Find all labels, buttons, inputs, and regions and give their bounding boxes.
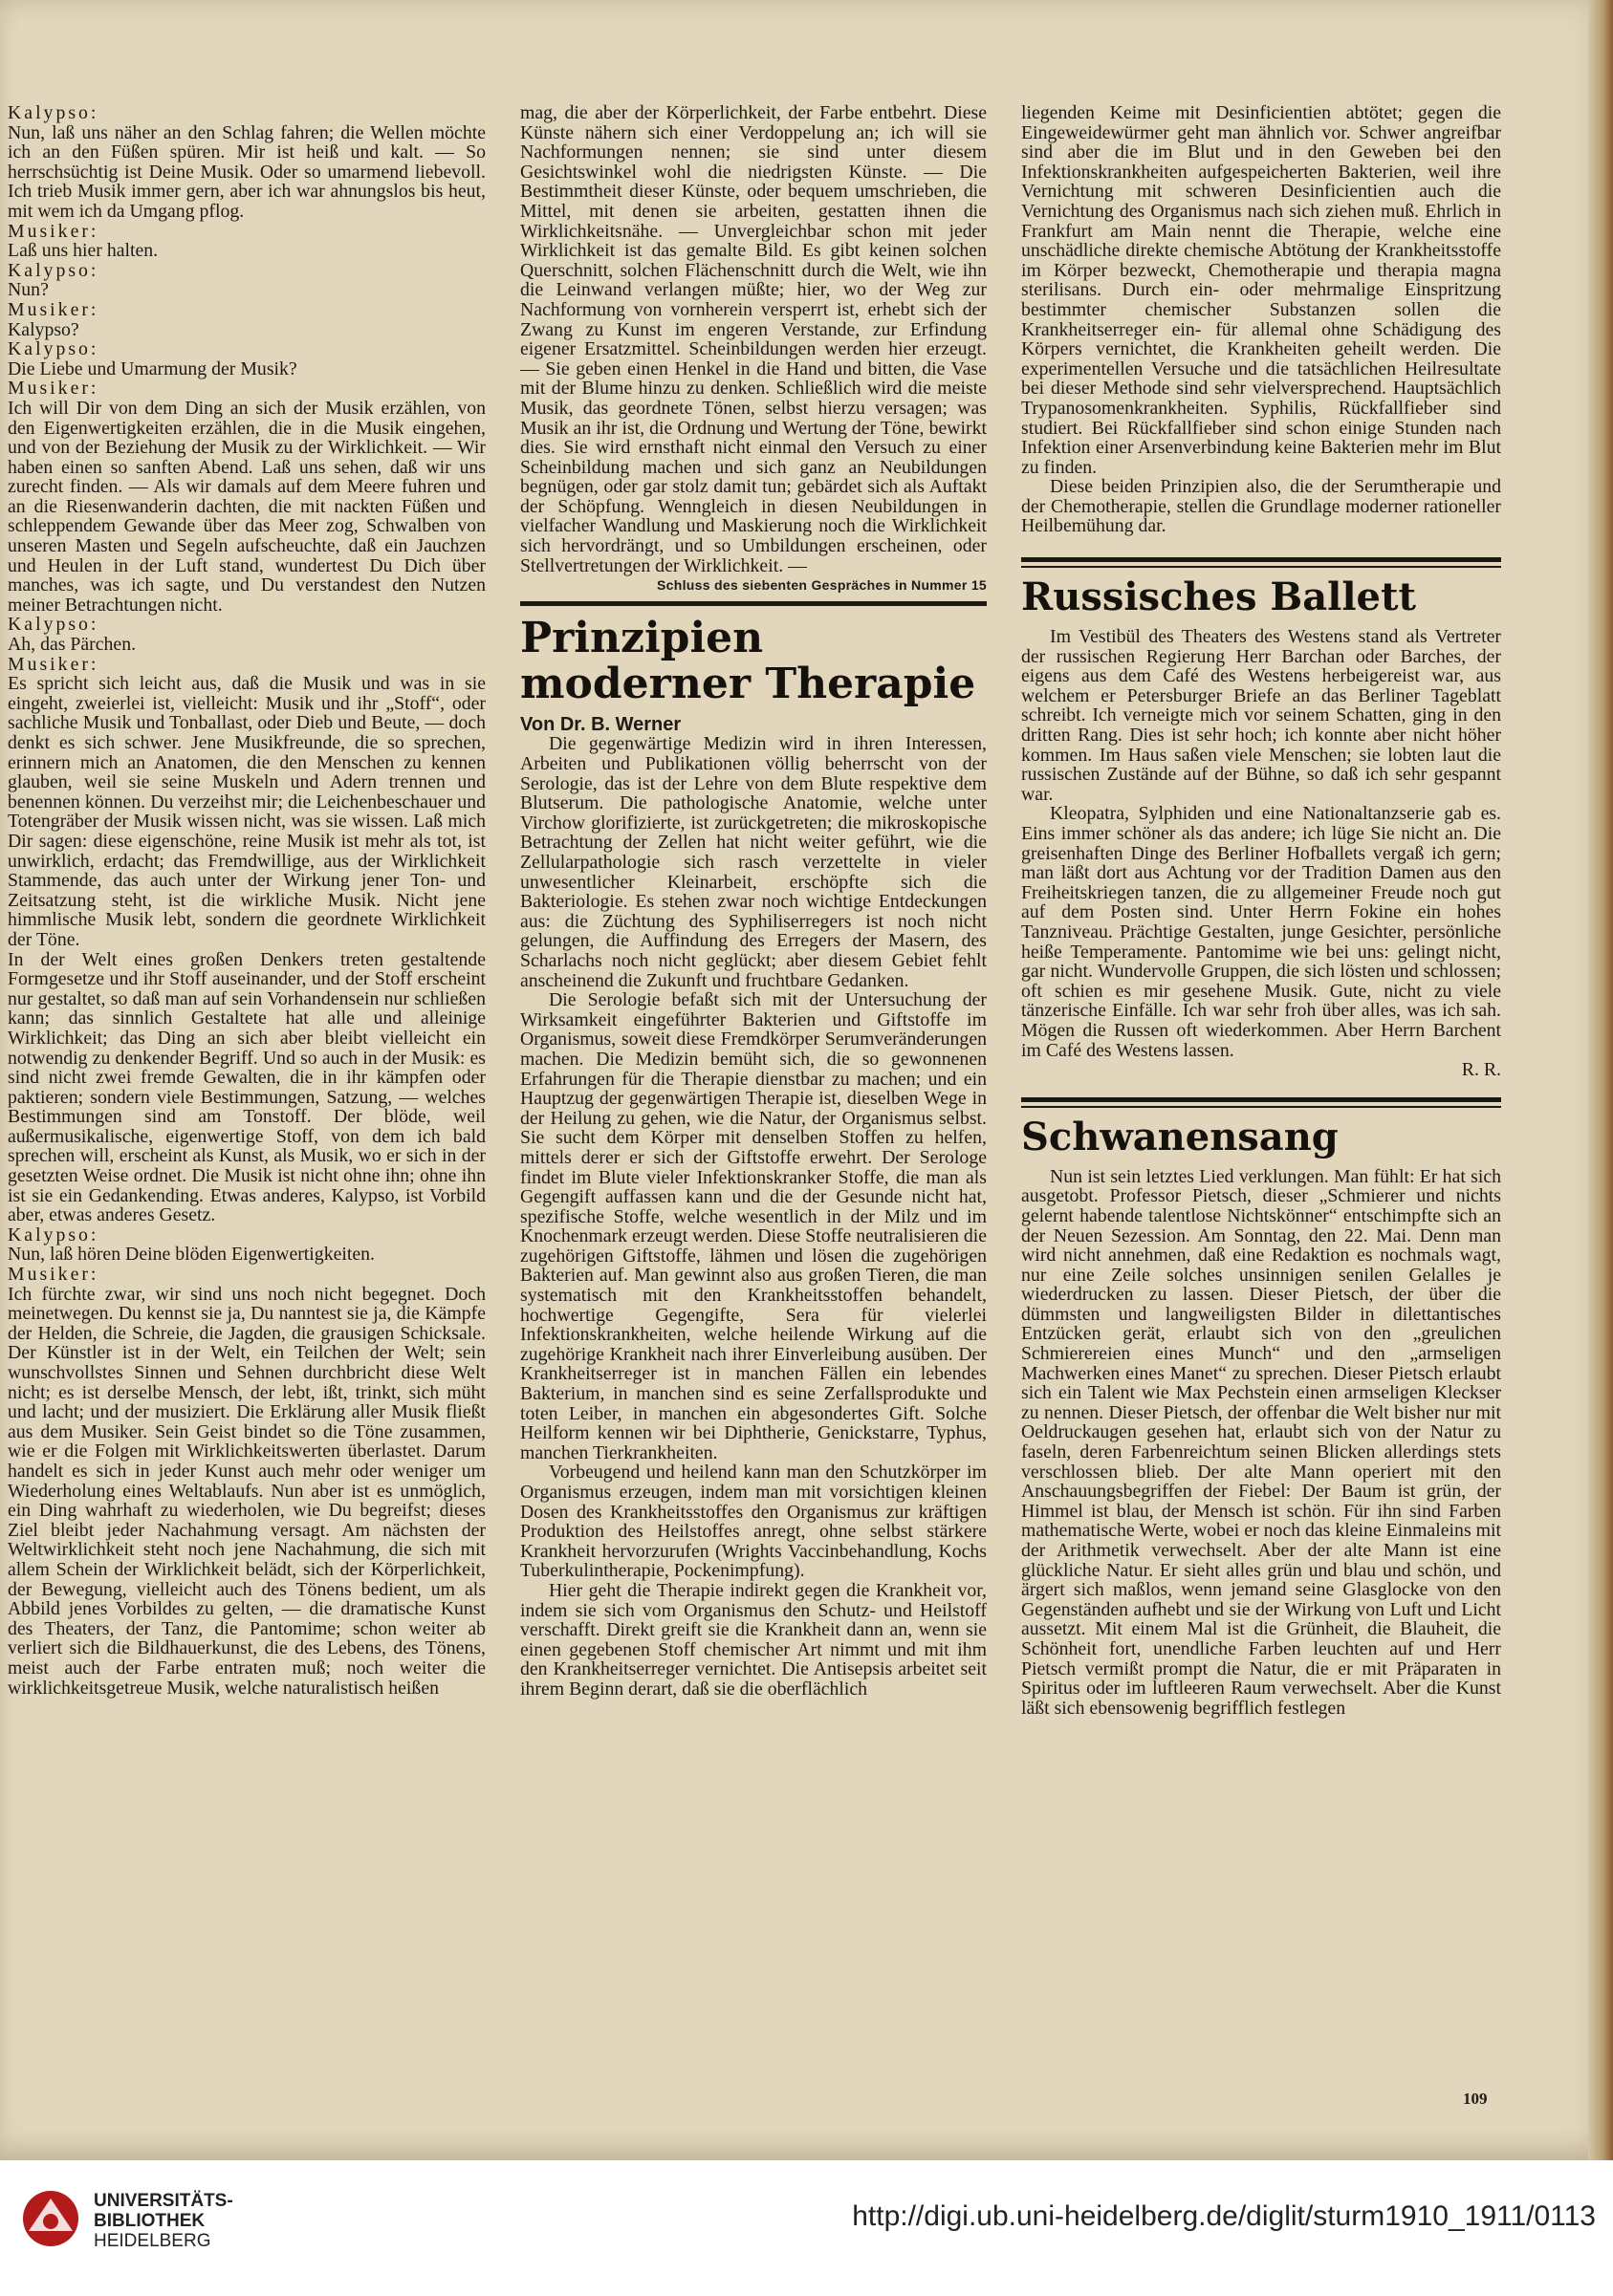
left-column [8, 103, 486, 2149]
speaker-label: Kalypso: [8, 1224, 99, 1245]
dialogue-text: Nun, laß hören Deine blöden Eigenwertigkeiten. [8, 1244, 375, 1266]
dialogue-text: Nun? [8, 279, 49, 301]
speaker-label: Kalypso: [8, 614, 99, 636]
schwanensang-paragraph: Nun ist sein letztes Lied verklungen. Man fühlt: Er hat sich ausgetobt. Professor Pietsch, dieser „Schmierer und nichts gelernt habende talentlose Nichtskönner“ entschimpfte sich an der Neuen Sezession. Am Sonntag, den 22. Mai. Denn man wird nicht annehmen, daß eine Redaktion es nochmals wagt, nur eine Zeile solches unsinnigen senilen Gelalles je wiederdrucken zu lassen. Dieser Pietsch, der über die dümmsten und langweiligsten Bilder in dilettantisches Entzücken gerät, erlaubt sich von den „greulichen Schmierereien eines Munch“ und den „armseligen Machwerken eines Manet“ zu sprechen. Dieser Pietsch erlaubt sich ein Talent wie Max Pechstein einen armseligen Kleckser zu nennen. Dieser Pietsch, der offenbar die Welt bisher nur mit Oeldruckaugen gesehen hat, erlaubt sich von der Natur zu faseln, deren Farbenreichtum seinen Blicken allerdings stets verschlossen blieb. Der alte Mann operiert mit den Anschauungsbegriffen der Fiebel: Der Baum ist grün, der Himmel ist blau, der Mensch ist schön. Für ihn sind Farben mathematische Werte, wobei er noch das kleine Einmaleins mit der Arithmetik verwechselt. Aber der alte Mann ist eine glückliche Natur. Er sieht alles grün und blau und schön, und ärgert sich maßlos, wenn jemand seine Glasglocke von den Gegenständen aufhebt und sie der Wirkung von Luft und Licht aussetzt. Mit einem Mal ist die Grünheit, die Blauheit, die Schönheit fort, unendliche Farben leuchten auf und Herr Pietsch vermißt prompt die Natur, die er mit Präparaten in Spiritus oder im luftleeren Raum verwechselt. Aber die Kunst läßt sich ebensowenig begrifflich festlegen [1021, 1165, 1501, 1719]
article-title: Prinzipien moderner Therapie [520, 613, 976, 708]
middle-column [520, 103, 987, 2149]
dialogue-text: Nun, laß uns näher an den Schlag fahren; die Wellen möchte ich an den Füßen spüren. Mir ist heiß und kalt. — So herrschsüchtig ist Deine Musik. Oder so umarmend liebevoll. Ich trieb Musik immer gern, aber ich war ahnungslos bis heut, mit wem ich da Umgang pflog. [8, 121, 486, 222]
page-number: 109 [1463, 2090, 1488, 2108]
section-divider [1021, 557, 1501, 562]
dialogue-text: Laß uns hier halten. [8, 240, 159, 262]
dialogue-text: Die Liebe und Umarmung der Musik? [8, 357, 297, 379]
section-divider-thin [1021, 1106, 1501, 1108]
dialogue-text: Ich fürchte zwar, wir sind uns noch nicht begegnet. Doch meinetwegen. Du kennst sie ja, Du nanntest sie ja, die Kämpfe der Helden, die Schreie, die Jagden, die grausigen Schicksale. Der Künstler ist in der Welt, ein Teilchen der Welt; sein wunschvollstes Sinnen und Sehnen durchbricht diese Welt nicht; es ist derselbe Mensch, der lebt, ißt, trinkt, sich müht und lacht; und der musiziert. Die Erklärung aller Musik fließt aus dem Musiker. Sein Geist bindet so die Töne zusammen, wie er die Folgen mit Wirklichkeitswerten überlastet. Darum handelt es sich in jeder Kunst auch mehr oder weniger um Wiederholung eines Weltablaufs. Nun aber ist es unmöglich, ein Ding wahrhaft zu wiederholen, wie Du begreifst; dieses Ziel bleibt jeder Nachahmung versagt. Am nächsten der Weltwirklichkeit steht noch jene Nachahmung, die sich mit allem Schein der Wirklichkeit belädt, sich der Körperlichkeit, der Bewegung, vielleicht auch des Tönens bedient, um als Abbild jenes Vorbildes zu gelten, — die dramatische Kunst des Theaters, der Tanz, die Pantomime; schon weiter ab verliert sich die Bildhauerkunst, die des Lebens, des Tönens, meist auch der Farbe entraten muß; noch weiter die wirklichkeitsgetreue Musik, welche naturalistisch heißen [8, 1283, 486, 1699]
ballett-signature: R. R. [1461, 1059, 1501, 1081]
dialogue-text: Kalypso? [8, 318, 79, 340]
section-divider-thin [1021, 566, 1501, 568]
library-logo-icon [21, 2189, 80, 2248]
dialogue-text: In der Welt eines großen Denkers treten gestaltende Formgesetze und ihr Stoff auseinander, und der Stoff erscheint nur gestaltet, so daß man auf sein Vorhandensein nur schließen kann; das sinnlich Gestaltete hat alle und alleinige Wirklichkeit; das Ding an sich aber bleibt vielleicht ein notwendig zu denkender Begriff. Und so auch in der Musik: es sind nicht zwei fremde Gewalten, die in ihr kämpfen oder paktieren; sondern viele Bestimmungen, Satzung, — welches Bestimmungen sind am Tonstoff. Der blöde, weil außermusikalische, eigenwertige Stoff, von dem ich bald sprechen will, erscheint als Kunst, als Musik, wo er sich in der gesetzten Weise ordnet. Die Musik ist nicht ohne ihn; ohne ihn ist sie ein Gedankending. Etwas anderes, Kalypso, ist Vorbild aber, etwas anderes Gesetz. [8, 948, 486, 1226]
speaker-label: Musiker: [8, 298, 99, 320]
speaker-label: Kalypso: [8, 103, 99, 123]
article-paragraph: Vorbeugend und heilend kann man den Schutzkörper im Organismus erzeugen, indem man mit vorsichtigen kleinen Dosen des Krankheitsstoffes den Organismus zur kräftigen Produktion des Heilstoffes anregt, ohne selbst stärkere Krankheit hervorzurufen (Wrights Vaccinbehandlung, Kochs Tuberkulintherapie, Pockenimpfung). [520, 1462, 987, 1582]
right-column [1021, 103, 1501, 2149]
schwanensang-title: Schwanensang [1021, 1114, 1339, 1159]
dialogue-text: Ah, das Pärchen. [8, 634, 137, 656]
speaker-label: Kalypso: [8, 259, 99, 281]
ballett-paragraph: Im Vestibül des Theaters des Westens stand als Vertreter der russischen Regierung Herr Barchan oder Barches, der eigens aus dem Café des Westens herbeigereist war, aus welchem er Petersburger Briefe an das Berliner Tageblatt schreibt. Ich verneigte mich vor seinem Schatten, ging in den dritten Rang. Dies ist sehr hoch; ich konnte aber nicht höher kommen. Im Haus saßen viele Menschen; sie lobten laut die russischen Zustände auf der Bühne, so daß ich sehr gespannt war. [1021, 626, 1501, 805]
continuation-note: Schluss des siebenten Gespräches in Nummer 15 [657, 577, 987, 594]
article-paragraph: Hier geht die Therapie indirekt gegen die Krankheit vor, indem sie sich vom Organismus den Schutz- und Heilstoff verschafft. Direkt greift sie die Krankheit dann an, wenn sie einen gegebenen Stoff chemischer Art nimmt und mit ihm den Krankheitserreger vernichtet. Die Antisepsis arbeitet seit ihrem Beginn derart, daß sie die oberflächlich [520, 1579, 987, 1700]
ballett-paragraph: Kleopatra, Sylphiden und eine Nationaltanzserie gab es. Eins immer schöner als das andere; ich lüge Sie nicht an. Die greisenhaften Dinge des Berliner Hofballets vergaß ich gern; man läßt dort aus Achtung vor der Tradition Damen aus den Freiheitskriegen tanzen, die zu allgemeiner Freude noch gut auf dem Posten sind. Unter Herrn Fokine ein hohes Tanzniveau. Prächtige Gestalten, junge Gesichter, persönliche heiße Temperamente. Pantomime wie bei uns: gelingt nicht, gar nicht. Wundervolle Gruppen, die sich lösten und schlossen; oft schien es mir gesehene Musik. Gute, nicht zu viele tänzerische Einfälle. Ich war sehr froh über alles, was ich sah. Mögen die Russen oft wiederkommen. Aber Herrn Barchent im Café des Westens lassen. [1021, 803, 1501, 1061]
dialogue-continuation: mag, die aber der Körperlichkeit, der Farbe entbehrt. Diese Künste nähern sich einer Verdoppelung an; ich will sie Nachformungen nennen; sie sind unter diesem Gesichtswinkel wohl die niedrigsten Künste. — Die Bestimmtheit dieser Künste, oder bequem umschrieben, die Mittel, mit denen sie arbeiten, gestatten ihnen die Wirklichkeitsnähe. — Unvergleichbar schon mit jeder Wirklichkeit ist das gemalte Bild. Es gibt keinen solchen Querschnitt, solchen Flächenschnitt durch die Welt, wie ihn die Leinwand verlangen müßte; hier, wo der Weg zur Nachformung von vornherein versperrt ist, erhebt sich der Zwang zu Kunst im engeren Verstande, zur Erfindung eigener Ersatzmittel. Scheinbildungen werden hier erzeugt. — Sie geben einen Henkel in die Hand und bitten, die Vase mit der Blume hinzu zu denken. Schließlich wird die meiste Musik, das geordnete Tönen, selbst hierzu versagen; was Musik an ihr ist, die Ordnung und Wertung der Töne, bewirkt dies. Sie wird ernsthaft nicht einmal den Versuch zu einer Scheinbildung machen und sich ganz an Neubildungen begnügen, oder gar stolz damit tun; gebärdet sich als Auftakt der Schöpfung. Wenngleich in diesen Neubildungen in vielfacher Wandlung und Maskierung noch die Wirklichkeit sich hervordrängt, und so Umbildungen erscheinen, oder Stellvertretungen der Wirklichkeit. — [520, 103, 987, 576]
section-divider [520, 601, 987, 606]
library-name-line: UNIVERSITÄTS- [94, 2191, 233, 2211]
speaker-label: Musiker: [8, 653, 99, 675]
ballett-title: Russisches Ballett [1021, 574, 1416, 620]
section-divider [1021, 1097, 1501, 1102]
library-name-line: HEIDELBERG [94, 2231, 211, 2251]
dialogue-text: Ich will Dir von dem Ding an sich der Musik erzählen, von den Eigenwertigkeiten erzählen, die in die Musik eingehen, und von der Beziehung der Musik zu der Wirklichkeit. — Wir haben einen so sanften Abend. Laß uns sehen, daß wir uns zurecht finden. — Als wir damals auf dem Meere fuhren und an die Riesenwanderin dachten, die mit nackten Füßen und schleppendem Gewande über das Meer zog, Schwalben von unseren Masten und Segeln aufscheuchte, daß ein Jauchzen und Heulen in der Luft stand, wundertest Du Dich über manches, was ich sagte, und Du verstandest den Nutzen meiner Betrachtungen nicht. [8, 397, 486, 616]
speaker-label: Musiker: [8, 1264, 99, 1286]
dialogue-text: Es spricht sich leicht aus, daß die Musik und was in sie eingeht, zweierlei ist, vielleicht: Musik und ihr „Stoff“, oder sachliche Musik und Tonballast, oder Dieb und Beute, — doch denkt es sich schwer. Jene Musikfreunde, die so sprechen, erinnern mich an Anatomen, die den Menschen zu kennen glauben, weil sie seine Muskeln und Adern trennen und benennen können. Du verzeihst mir; die Leichenbeschauer und Totengräber der Musik wissen nicht, was sie wissen. Laß mich Dir sagen: diese eigenschöne, reine Musik ist mehr als tot, ist unwirklich, erdacht; das Fremdwillige, aus der Wirklichkeit Stammende, das auch unter der Wirkung jener Ton- und Zeitsatzung steht, ist die wirkliche Musik. Nicht jene himmlische Musik lebt, sondern die geordnete Wirklichkeit der Töne. [8, 673, 486, 950]
article-paragraph: Die gegenwärtige Medizin wird in ihren Interessen, Arbeiten und Publikationen völlig beherrscht von der Serologie, das ist der Lehre von dem Blute respektive dem Blutserum. Die pathologische Anatomie, welche unter Virchow glorifizierte, ist zurückgetreten; die mikroskopische Betrachtung der Zellen hat nicht weiter geführt, wie die Zellularpathologie sich rasch verzettelte in vieler unwesentlicher Kleinarbeit, erschöpfte sich die Bakteriologie. Es stehen zwar noch wichtige Entdeckungen aus: die Züchtung des Syphiliserregers ist noch nicht gelungen, die Auffindung des Erregers der Masern, des Scharlachs noch nicht geglückt; aber diesem Gebiet fehlt anscheinend die Zukunft und fruchtbare Gedanken. [520, 733, 987, 991]
speaker-label: Kalypso: [8, 338, 99, 360]
article-paragraph: Diese beiden Prinzipien also, die der Serumtherapie und der Chemotherapie, stellen die Grundlage moderner rationeller Heilbemühung dar. [1021, 476, 1501, 537]
library-name-line: BIBLIOTHEK [94, 2211, 206, 2231]
article-byline: Von Dr. B. Werner [520, 713, 682, 735]
source-url-link[interactable]: http://digi.ub.uni-heidelberg.de/diglit/sturm1910_1911/0113 [852, 2200, 1596, 2232]
article-paragraph: liegenden Keime mit Desinficientien abtötet; gegen die Eingeweidewürmer geht man ähnlich vor. Schwer angreifbar sind aber die im Blut und in den Geweben bei den Infektionskrankheiten aufgespeicherten Bakterien, weil ihre Vernichtung mit schweren Desinficientien auch die Vernichtung des Organismus nach sich ziehen muß. Ehrlich in Frankfurt am Main nennt die Therapie, welche eine unschädliche direkte chemische Abtötung der Krankheitsstoffe im Körper bezweckt, Chemotherapie und therapia magna sterilisans. Durch ein- oder mehrmalige Einspritzung bestimmter chemischer Substanzen sollen die Krankheitserreger ein- für allemal ohne Schädigung des Körpers vernichtet, die Krankheiten geheilt werden. Die experimentellen Versuche und die tatsächlichen Heilresultate bei dieser Methode sind sehr vielversprechend. Hauptsächlich Trypanosomenkrankheiten. Syphilis, Rückfallfieber sind studiert. Bei Rückfallfieber sind schon einige Stunden nach Infektion einer Arsenverbindung keine Bakterien mehr im Blut zu finden. [1021, 103, 1501, 478]
speaker-label: Musiker: [8, 220, 99, 242]
page-edge [1588, 0, 1613, 2160]
article-paragraph: Die Serologie befaßt sich mit der Untersuchung der Wirksamkeit eingeführter Bakterien und Giftstoffe im Organismus, soweit diese Fremdkörper Serumveränderungen machen. Die Medizin bemüht sich, die so gewonnenen Erfahrungen für die Therapie dienstbar zu machen; und ein Hauptzug der gegenwärtigen Therapie ist, dieselben Wege in der Heilung zu gehen, wie die Natur, der Organismus selbst. Sie sucht dem Körper mit denselben Stoffen zu helfen, mittels derer er sich der Giftstoffe erwehrt. Der Serologe findet im Blute vieler Infektionskranker Stoffe, die man als Gegengift auffassen kann und die der Gesunde nicht hat, spezifische Stoffe, welche wesentlich in der Milz und im Knochenmark erzeugt werden. Diese Stoffe neutralisieren die zugehörigen Giftstoffe, lähmen und lösen die zugehörigen Bakterien auf. Man gewinnt also aus großen Tieren, die man systematisch mit den Krankheitsstoffen behandelt, hochwertige Gegengifte, Sera für vielerlei Infektionskrankheiten, welche heilende Wirkung auf die zugehörige Krankheit nach ihrer Einverleibung ausüben. Der Krankheitserreger ist in manchen Fällen ein lebendes Bakterium, in manchen sind es seine Zerfallsprodukte und toten Leiber, in manchen ein abgesondertes Gift. Solche Heilform kennen wir bei Diphtherie, Genickstarre, Typhus, manchen Tierkrankheiten. [520, 989, 987, 1463]
speaker-label: Musiker: [8, 378, 99, 400]
